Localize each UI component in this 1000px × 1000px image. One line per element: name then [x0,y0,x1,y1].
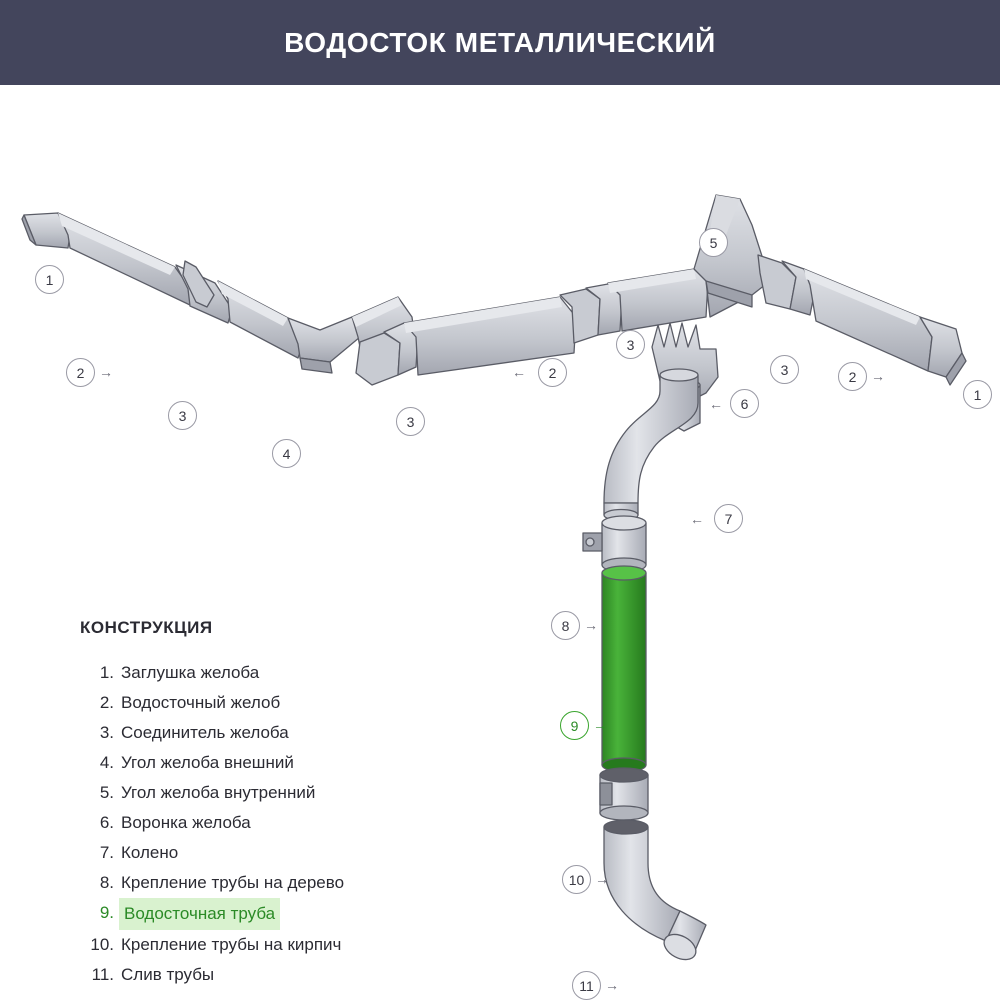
callout-arrow-2: ← [512,364,526,380]
callout-marker-9: 9 [560,711,589,740]
callout-marker-2: 2 [838,362,867,391]
legend-item-label: Водосточный желоб [121,693,281,712]
callout-marker-3: 3 [616,330,645,359]
legend-item-number: 7. [99,843,114,862]
legend-item-label: Водосточная труба [119,898,280,930]
legend-item [80,718,460,748]
legend-item-number: 5. [99,783,114,802]
legend-item-label: Крепление трубы на кирпич [121,935,342,954]
callout-marker-7: 7 [714,504,743,533]
part-gutter-to-internal-corner [608,269,708,331]
legend-item-label: Заглушка желоба [121,663,260,682]
legend-item [80,930,460,960]
legend-item [80,778,460,808]
legend-item-label: Угол желоба внешний [121,753,294,772]
legend-item [80,808,460,838]
legend-item-label: Соединитель желоба [121,723,289,742]
part-pipe-outlet [604,820,706,965]
legend-item-label: Крепление трубы на дерево [121,873,345,892]
part-downpipe-highlighted [602,566,646,772]
callout-marker-6: 6 [730,389,759,418]
legend-item-number: 3. [99,723,114,742]
part-bracket-wood [583,516,646,572]
callout-marker-5: 5 [699,228,728,257]
callout-arrow-7: ← [690,511,704,527]
legend-item [80,748,460,778]
callout-arrow-2: → [99,364,113,380]
legend-list [80,658,460,990]
page-title: ВОДОСТОК МЕТАЛЛИЧЕСКИЙ [284,26,716,58]
callout-marker-1: 1 [35,265,64,294]
page-header [0,0,1000,85]
part-gutter-right [804,269,932,371]
legend-item-number: 11. [91,965,114,984]
legend-title: КОНСТРУКЦИЯ [80,618,213,637]
callout-marker-11: 11 [572,971,601,1000]
callout-marker-3: 3 [168,401,197,430]
callout-marker-2: 2 [66,358,95,387]
legend-item-number: 2. [99,693,114,712]
legend [80,618,460,990]
callout-marker-4: 4 [272,439,301,468]
callout-arrow-9: → [593,717,607,733]
legend-item-label: Угол желоба внутренний [121,783,316,802]
callout-marker-3: 3 [770,355,799,384]
part-bracket-brick [600,768,648,820]
legend-item [80,658,460,688]
callout-arrow-2: → [871,368,885,384]
legend-item-number: 8. [99,873,114,892]
callout-marker-8: 8 [551,611,580,640]
legend-item-label: Слив трубы [121,965,215,984]
callout-arrow-11: → [605,977,619,993]
legend-item [80,898,460,930]
part-external-corner [288,317,360,373]
legend-item-label: Колено [121,843,179,862]
part-elbow [604,369,698,521]
legend-item-number: 1. [99,663,114,682]
callout-marker-10: 10 [562,865,591,894]
legend-item-number: 6. [99,813,114,832]
legend-item [80,688,460,718]
callout-marker-1: 1 [963,380,992,409]
legend-item [80,960,460,990]
callout-marker-2: 2 [538,358,567,387]
legend-item-label: Воронка желоба [121,813,251,832]
legend-item-number: 4. [99,753,114,772]
callout-marker-3: 3 [396,407,425,436]
callout-arrow-6: ← [709,396,723,412]
legend-item-number: 10. [90,935,114,954]
legend-item [80,868,460,898]
part-connector-right [758,255,816,315]
callout-arrow-8: → [584,617,598,633]
legend-item [80,838,460,868]
legend-item-number: 9. [99,903,114,922]
callout-arrow-10: → [595,871,609,887]
part-gutter-left [58,213,192,305]
